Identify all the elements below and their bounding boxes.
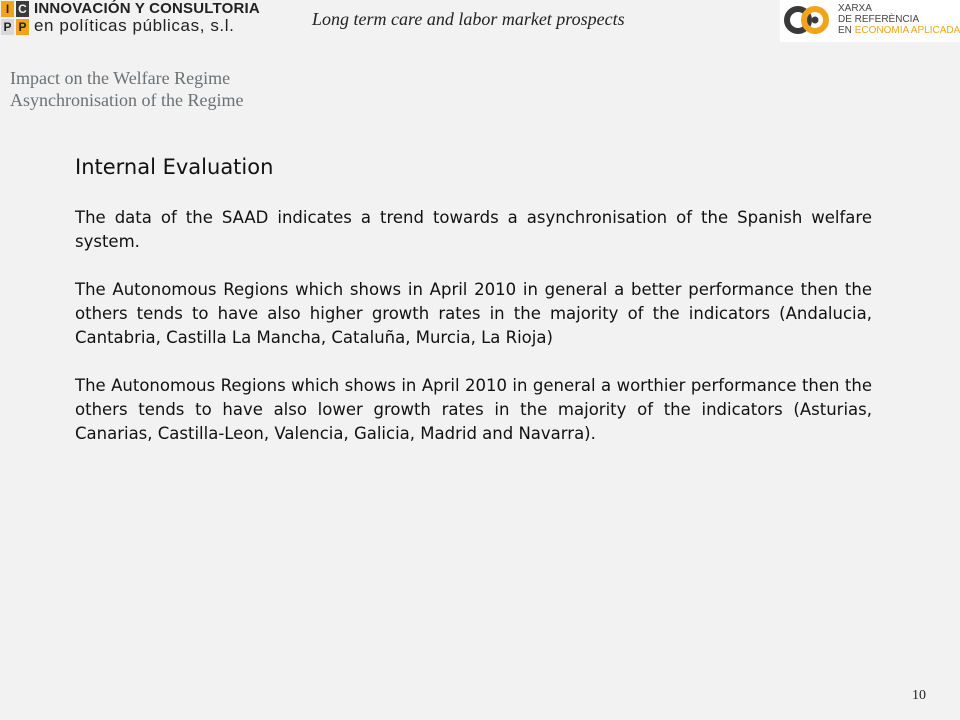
icpp-logo-icon: [1, 1, 29, 35]
partner-logo: [780, 0, 960, 42]
header-bar: [0, 0, 960, 44]
section-breadcrumb: [10, 67, 243, 111]
partner-line: XARXA: [838, 3, 872, 14]
logo-tile: I: [1, 1, 14, 17]
breadcrumb-line: Asynchronisation of the Regime: [10, 90, 244, 110]
logo-tile: P: [1, 19, 14, 35]
page-number: 10: [912, 688, 926, 703]
body-paragraph: The Autonomous Regions which shows in April 2010 in general a better performance then the others tends to have also higher growth rates in the majority of the indicators (Andalucia, Cantabria, Castilla La Mancha, Cataluña, Murcia, La Rioja): [75, 280, 872, 347]
breadcrumb-line: Impact on the Welfare Regime: [10, 68, 231, 88]
partner-prefix: EN: [838, 25, 852, 36]
section-title: Internal Evaluation: [75, 155, 274, 179]
presentation-title: Long term care and labor market prospects: [312, 9, 625, 29]
body-paragraph: The Autonomous Regions which shows in April 2010 in general a worthier performance then the others tends to have also lower growth rates in the majority of the indicators (Asturias, Canarias, Castilla-Leon, Valencia, Galicia, Madrid and Navarra).: [75, 376, 872, 443]
logo-tile: P: [16, 19, 29, 35]
body-paragraph: The data of the SAAD indicates a trend towards a asynchronisation of the Spanish welfare system.: [75, 208, 872, 251]
company-tagline: en políticas públicas, s.l.: [34, 16, 235, 35]
slide-body: [75, 155, 872, 470]
partner-name: [838, 3, 960, 36]
partner-line: [838, 25, 960, 36]
xarxa-logo-icon: [784, 3, 830, 37]
company-name: INNOVACIÓN Y CONSULTORIA: [34, 0, 260, 17]
partner-accent: ECONOMIA APLICADA: [854, 25, 960, 36]
logo-tile: C: [16, 1, 29, 17]
company-logo: [0, 0, 260, 38]
partner-line: DE REFERÈNCIA: [838, 14, 920, 25]
